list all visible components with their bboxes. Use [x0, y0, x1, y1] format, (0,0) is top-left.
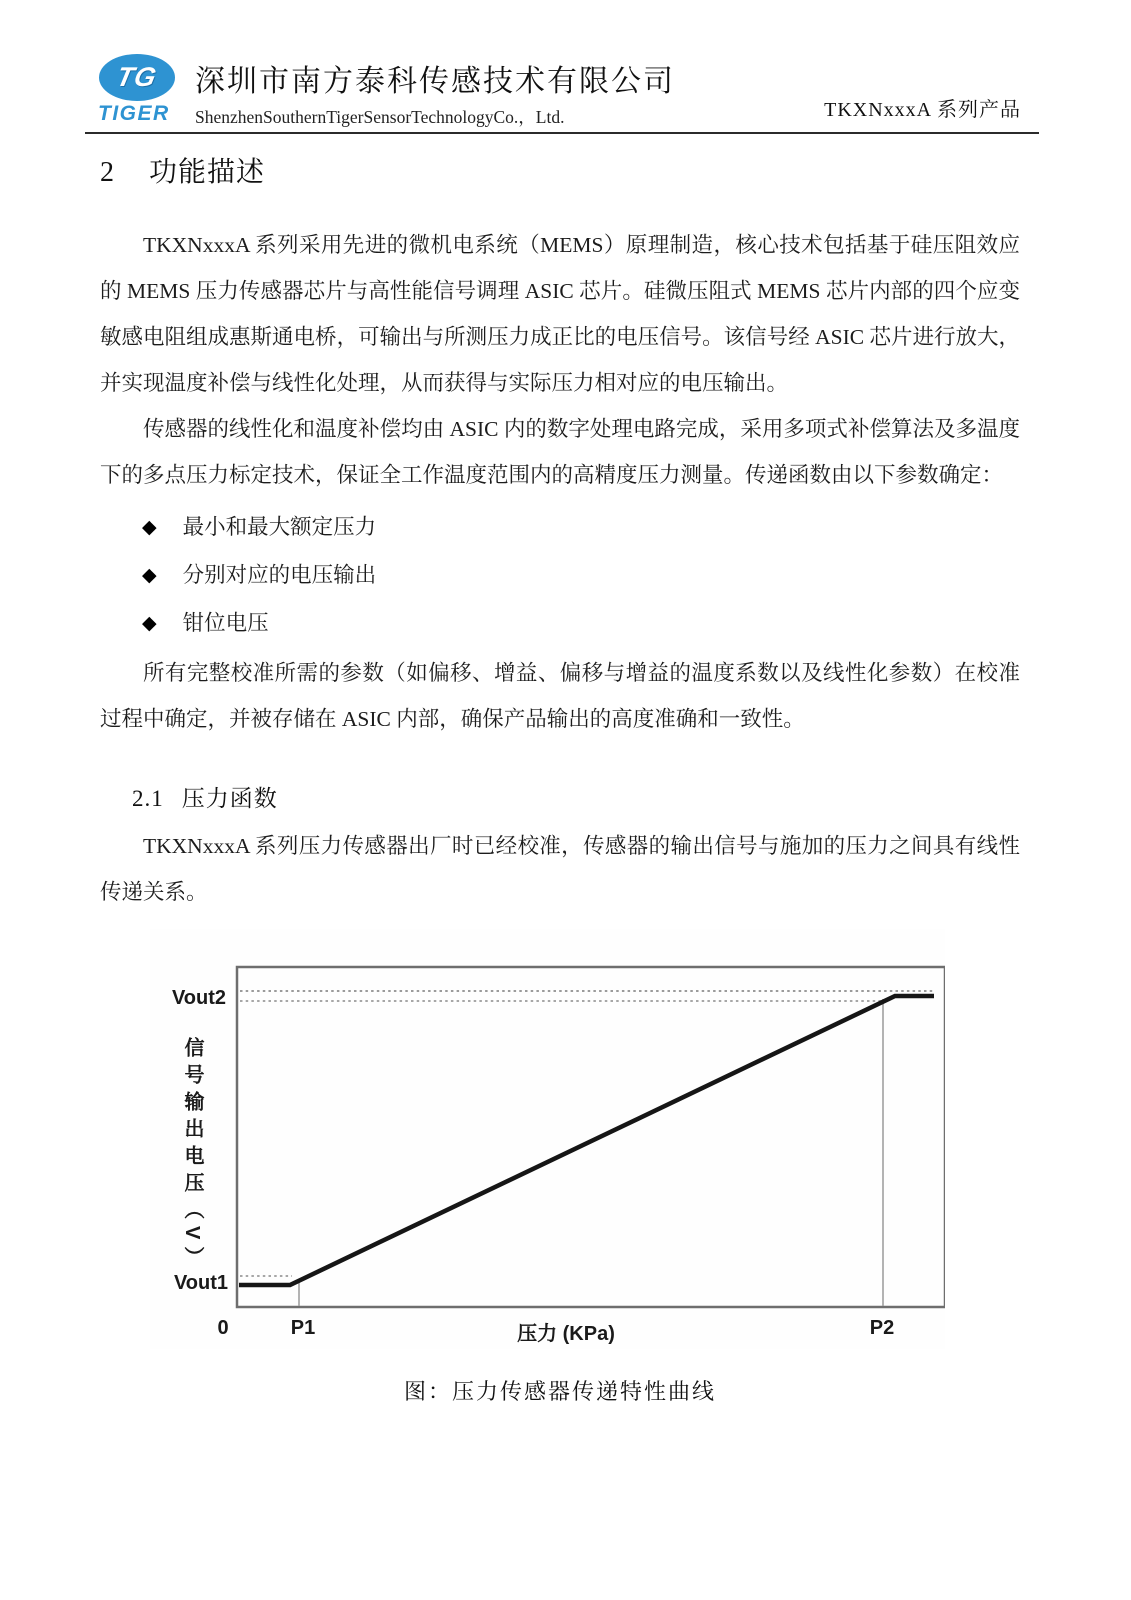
list-item-label: 分别对应的电压输出 [182, 563, 377, 587]
company-name-en: ShenzhenSouthernTigerSensorTechnologyCo.，Ltd. [195, 107, 565, 127]
figure-caption: 图：压力传感器传递特性曲线 [403, 1379, 716, 1404]
paragraph-calibration-storage: 所有完整校准所需的参数（如偏移、增益、偏移与增益的温度系数以及线性化参数）在校准过程中确定，并被存储在 ASIC 内部，确保产品输出的高度准确和一致性。 [100, 661, 1020, 731]
transfer-curve-line [239, 996, 934, 1285]
x-axis-labels-row [150, 1317, 945, 1347]
logo-tiger-wordmark: TIGER [98, 102, 170, 125]
paragraph-asic-compensation: 传感器的线性化和温度补偿均由 ASIC 内的数字处理电路完成，采用多项式补偿算法及多温度下的多点压力标定技术，保证全工作温度范围内的高精度压力测量。传递函数由以下参数确定： [100, 417, 1020, 487]
section-heading [100, 150, 1020, 190]
list-item [100, 504, 1020, 552]
document-body [100, 150, 1020, 1406]
p2-tick-label: P2 [869, 1317, 895, 1339]
paragraph-mems-principle: TKXNxxxA 系列采用先进的微机电系统（MEMS）原理制造，核心技术包括基于硅压阻效应的 MEMS 压力传感器芯片与高性能信号调理 ASIC 芯片。硅微压阻式 MEMS 芯片内部的四个应变敏感电阻组成惠斯通电桥，可输出与所测压力成正比的电压信号。该信号经 ASIC 芯片进行放大，并实现温度补偿与线性化处理，从而获得与实际压力相对应的电压输出。 [100, 233, 1020, 395]
x-axis-title: 压力 (KPa) [517, 1323, 615, 1345]
company-name-cn: 深圳市南方泰科传感技术有限公司 [195, 65, 675, 98]
subsection-number: 2.1 [132, 786, 164, 811]
y-axis-title: 信号输出电压（V） [181, 1037, 203, 1274]
list-item-label: 最小和最大额定压力 [182, 515, 377, 539]
company-logo [97, 54, 197, 126]
list-item [100, 600, 1020, 648]
product-series-label: TKXNxxxA 系列产品 [824, 99, 1021, 121]
transfer-function-parameter-list [100, 504, 1020, 648]
list-item-label: 钳位电压 [182, 611, 269, 635]
x-origin-tick-label: 0 [217, 1317, 229, 1339]
list-item [100, 552, 1020, 600]
diamond-bullet-icon: ◆ [142, 613, 157, 634]
transfer-characteristic-figure [150, 929, 945, 1349]
logo-ellipse-icon [99, 54, 175, 101]
transfer-curve-plot [150, 929, 945, 1349]
paragraph-linear-transfer: TKXNxxxA 系列压力传感器出厂时已经校准，传感器的输出信号与施加的压力之间具有线性传递关系。 [100, 834, 1020, 904]
company-name-block [195, 56, 675, 129]
subsection-title: 压力函数 [181, 786, 278, 811]
page-header [85, 50, 1039, 134]
vout2-axis-label: Vout2 [171, 987, 227, 1009]
p1-tick-label: P1 [290, 1317, 316, 1339]
logo-tg-monogram: TG [114, 62, 161, 92]
plot-frame [237, 967, 945, 1307]
subsection-heading [132, 780, 1020, 813]
diamond-bullet-icon: ◆ [142, 517, 157, 538]
diamond-bullet-icon: ◆ [142, 565, 157, 586]
section-title: 功能描述 [149, 157, 266, 188]
vout1-axis-label: Vout1 [173, 1272, 229, 1294]
section-number: 2 [100, 157, 115, 188]
